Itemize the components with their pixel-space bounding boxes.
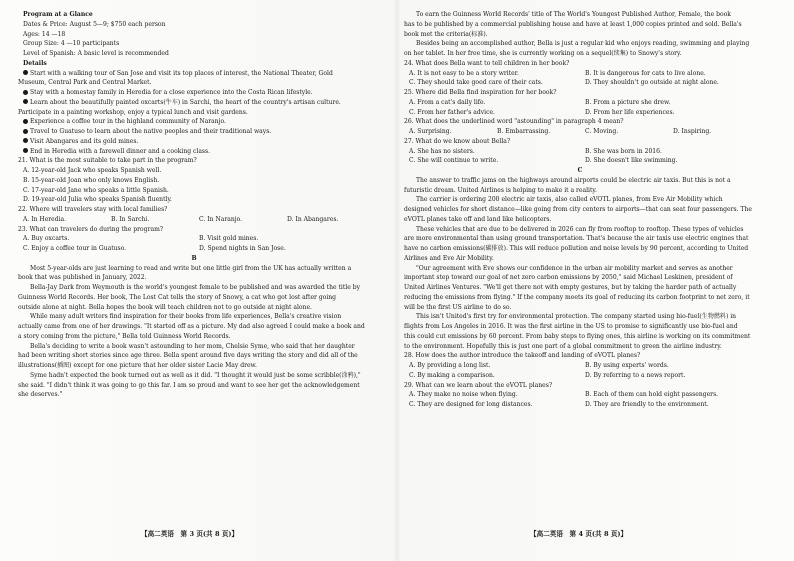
passage-b-line: has to be published by a commercial publishing house and have at least 1,000 copies printed and sold. Bella's: [404, 20, 742, 28]
q25-options-row2: [404, 108, 756, 118]
passage-c-line: Airlines and Eve Air Mobility.: [404, 254, 494, 262]
q23-option-b: B. Visit gold mines.: [199, 235, 259, 243]
passage-c-line: flights from Los Angeles in 2016. It was the first airline in the US to promise to significantly use bio-fuel and: [404, 323, 738, 330]
section-b-heading: B: [191, 254, 197, 262]
q27-options-row1: [404, 147, 756, 157]
q25-option-b: B. From a picture she drew.: [585, 98, 671, 106]
passage-c-line: important step toward our goal of net zero carbon emissions by 2050," said Michael Leskinen, president of: [404, 274, 733, 282]
question-22: 22. Where will travelers stay with local families?: [18, 206, 168, 213]
q22-option-b: B. In Sarchi.: [111, 215, 150, 223]
q22-option-c: C. In Naranjo.: [199, 215, 243, 223]
q27-option-a: A. She has no sisters.: [409, 147, 475, 155]
bullet-dot-icon: [23, 138, 28, 143]
program-glance-title: Program at a Glance: [23, 11, 93, 18]
passage-c-line: this could cut emissions by 60 percent. From baby steps to flying ones, this airline is working on its commitment: [404, 332, 751, 340]
q23-option-a: A. Buy oxcarts.: [23, 235, 70, 243]
detail-bullet: End in Heredia with a farewell dinner and a cooking class.: [18, 147, 370, 157]
question-24: 24. What does Bella want to tell children in her book?: [404, 59, 570, 67]
q29-option-a: A. They make no noise when flying.: [409, 391, 518, 399]
q23-options-row2: [18, 244, 370, 254]
passage-c-line: The answer to traffic jams on the highways around airports could be electric air taxis. But this is not a: [416, 176, 731, 184]
passage-b-line: had been writing short stories since age three. Bella spent around five days writing the story and did all of the: [18, 352, 358, 360]
section-c-heading: C: [577, 167, 583, 174]
q22-option-a: A. In Heredia.: [23, 215, 67, 223]
passage-b-line: outside alone at night. Bella hopes the book will teach children not to go outside at night alone.: [18, 303, 312, 311]
passage-b-line: Bella-Jay Dark from Weymouth is the world's youngest female to be published and was awarded the title by: [30, 284, 361, 291]
passage-c-line: to the environment. Hopefully this is just one part of a global commitment to green the airline industry.: [404, 342, 722, 350]
q21-option-c: C. 17-year-old Jane who speaks a little Spanish.: [23, 186, 169, 194]
q24-option-b: B. It is dangerous for cats to live alone.: [585, 69, 706, 77]
q28-options-row1: [404, 361, 756, 371]
right-page-footer: 【高二英语 第 4 页(共 8 页)】: [530, 530, 628, 538]
left-page-footer: 【高二英语 第 3 页(共 8 页)】: [141, 530, 239, 538]
q29-option-b: B. Each of them can hold eight passengers.: [585, 391, 719, 399]
question-26: 26. What does the underlined word "astounding" in paragraph 4 mean?: [404, 118, 624, 126]
q28-options-row2: [404, 371, 756, 381]
q28-option-d: D. By referring to a news report.: [585, 371, 686, 379]
detail-bullet-continued: Participate in a painting workshop, enjoy a typical lunch and visit gardens.: [18, 108, 248, 116]
passage-c-line: designed vehicles for short distance—like going from city centers to airports—that can seat four passengers. The: [404, 206, 752, 213]
q25-option-c: C. From her father's advice.: [409, 108, 495, 116]
q27-option-c: C. She will continue to write.: [409, 157, 499, 165]
bullet-dot-icon: [23, 90, 28, 95]
passage-c-line: This isn't United's first try for environmental protection. The company started using bio-fuel(生物燃料) in: [416, 313, 737, 321]
q23-option-c: C. Enjoy a coffee tour in Guatuso.: [23, 245, 127, 252]
program-ages: Ages: 14 —18: [23, 30, 66, 38]
passage-b-line: Besides being an accomplished author, Bella is just a regular kid who enjoys reading, swimming and playing: [416, 40, 750, 48]
q24-options-row2: [404, 78, 756, 88]
passage-c-line: The carrier is ordering 200 electric air taxis, also called eVOTL planes, from Eve Air Mobility which: [416, 196, 723, 204]
q29-option-d: D. They are friendly to the environment.: [585, 401, 709, 408]
passage-b-line: on her tablet. In her free time, she is currently working on a sequel(续集) to Snowy's story.: [404, 50, 682, 57]
question-27: 27. What do we know about Bella?: [404, 137, 511, 145]
q24-options-row1: [404, 69, 756, 79]
q21-option-a: A. 12-year-old Jack who speaks Spanish well.: [23, 167, 162, 174]
detail-bullet: Stay with a homestay family in Heredia for a close experience into the Costa Rican lifestyle.: [18, 88, 370, 98]
passage-b-line: book that was published in January, 2022.: [18, 274, 147, 282]
q28-option-c: C. By making a comparison.: [409, 371, 495, 379]
q23-options-row1: [18, 234, 370, 244]
question-28: 28. How does the author introduce the takeoff and landing of eVOTL planes?: [404, 352, 641, 360]
program-dates: Dates & Price: August 5—9; $750 each person: [23, 20, 166, 28]
detail-bullet: Start with a walking tour of San Jose and visit its top places of interest, the National Theater, Gold: [18, 69, 370, 79]
q26-option-c: C. Moving.: [585, 128, 619, 135]
detail-bullet: Experience a coffee tour in the highland community of Naranjo.: [18, 117, 370, 127]
q25-option-a: A. From a cat's daily life.: [409, 98, 486, 106]
details-title: Details: [23, 59, 47, 67]
q27-options-row2: [404, 156, 756, 166]
passage-b-line: While many adult writers find inspiration for their books from life experiences, Bella's creative vision: [30, 313, 342, 321]
q29-option-c: C. They are designed for long distances.: [409, 401, 533, 408]
q26-option-b: B. Embarrassing.: [497, 128, 551, 135]
bullet-dot-icon: [23, 99, 28, 104]
program-group-size: Group Size: 4 —10 participants: [23, 40, 120, 48]
q29-options-row1: [404, 390, 756, 400]
q28-option-b: B. By using experts' words.: [585, 362, 669, 369]
passage-b-line: book met the criteria(标准).: [404, 30, 488, 38]
q25-option-d: D. From her life experiences.: [585, 108, 675, 116]
passage-b-line: she deserves.": [18, 391, 63, 399]
passage-c-line: have no carbon emissions(碳排放). This will reduce pollution and noise levels by 90 percent, according to United: [404, 245, 749, 252]
q27-option-d: D. She doesn't like swimming.: [585, 157, 678, 165]
q21-option-b: B. 15-year-old Joan who only knows English.: [23, 176, 160, 184]
question-21: 21. What is the most suitable to take part in the program?: [18, 157, 197, 165]
passage-c-line: are more environmental than using ground transportation. That's because the air taxis use electric engines that: [404, 235, 749, 243]
passage-b-line: Most 5-year-olds are just learning to read and write but one little girl from the UK has actually written a: [30, 264, 352, 272]
q25-options-row1: [404, 98, 756, 108]
question-23: 23. What can travelers do during the program?: [18, 225, 164, 233]
detail-bullet: Visit Abangares and its gold mines.: [18, 137, 370, 147]
left-page: [18, 10, 370, 510]
passage-c-line: "Our agreement with Eve shows our confidence in the urban air mobility market and serves as another: [416, 264, 733, 272]
q27-option-b: B. She was born in 2016.: [585, 147, 662, 155]
passage-c-line: will be the first US airline to do so.: [404, 303, 512, 311]
bullet-dot-icon: [23, 70, 28, 75]
q26-option-d: D. Inspiring.: [673, 128, 712, 135]
q26-options: [404, 127, 756, 137]
bullet-dot-icon: [23, 119, 28, 124]
q24-option-c: C. They should take good care of their cats.: [409, 79, 543, 87]
passage-c-line: futuristic dream. United Airlines is helping to make it a reality.: [404, 186, 597, 194]
q26-option-a: A. Surprising.: [409, 128, 452, 135]
detail-bullet: Learn about the beautifully painted oxcarts(牛车) in Sarchi, the heart of the country's artisan culture.: [18, 98, 370, 108]
q28-option-a: A. By providing a long list.: [409, 362, 491, 369]
q23-option-d: D. Spend nights in San Jose.: [199, 245, 286, 252]
passage-b-line: she said. "I didn't think it was going to go this far. I am so proud and want to see her get the acknowledgement: [18, 381, 360, 389]
passage-b-line: a story coming from the picture," Bella told Guinness World Records.: [18, 332, 231, 340]
q24-option-d: D. They shouldn't go outside at night alone.: [585, 79, 719, 87]
passage-b-line: Guinness World Records. Her book, The Lost Cat tells the story of Snowy, a cat who got lost after going: [18, 293, 337, 301]
q21-option-d: D. 19-year-old Julia who speaks Spanish fluently.: [23, 196, 172, 204]
q24-option-a: A. It is not easy to be a story writer.: [409, 69, 519, 77]
question-25: 25. Where did Bella find inspiration for her book?: [404, 89, 557, 96]
passage-c-line: United Airlines Ventures. "We'll get there not with empty gestures, but by taking the harder path of actually: [404, 284, 737, 291]
bullet-dot-icon: [23, 129, 28, 134]
passage-b-line: Syme hadn't expected the book turned out as well as it did. "I thought it would just be some scribble(涂鸦),": [30, 371, 361, 379]
passage-b-line: Bella's deciding to write a book wasn't astounding to her mom, Chelsie Syme, who said that her daughter: [30, 342, 355, 350]
bullet-dot-icon: [23, 148, 28, 153]
q29-options-row2: [404, 400, 756, 410]
detail-bullet: Travel to Guatuso to learn about the native peoples and their traditional ways.: [18, 127, 370, 137]
passage-c-line: reducing the emissions from flying." If the company meets its goal of reducing its carbon footprint to net zero, it: [404, 293, 750, 301]
passage-c-line: eVOTL planes take off and land like helicopters.: [404, 215, 552, 223]
passage-b-line: To earn the Guinness World Records' title of The World's Youngest Published Author, Female, the book: [416, 11, 731, 18]
program-spanish-level: Level of Spanish: A basic level is recommended: [23, 50, 169, 57]
question-29: 29. What can we learn about the eVOTL planes?: [404, 381, 553, 389]
q22-options: [18, 215, 370, 225]
passage-b-line: actually came from one of her drawings. "It started off as a picture. My dad also agreed I could make a book and: [18, 323, 365, 330]
passage-b-line: illustrations(插图) except for one picture that her older sister Lacie May drew.: [18, 362, 257, 369]
right-page: [404, 10, 756, 510]
detail-bullet-continued: Museum, Central Park and Central Market.: [18, 79, 152, 87]
q22-option-d: D. In Abangares.: [287, 215, 339, 223]
passage-c-line: These vehicles that are due to be delivered in 2026 can fly from rooftop to rooftop. These types of vehicles: [416, 225, 744, 233]
